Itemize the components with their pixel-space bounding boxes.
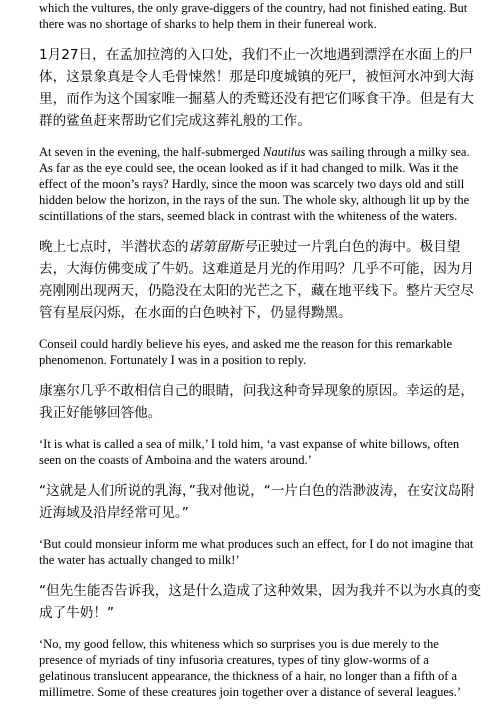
text-run: which the vultures, the only grave-diggers of the country, had not finished eating. But there was no shortage of sharks to help them in their funereal work. [39,1,468,31]
document-page [39,0,483,700]
paragraph-zh-bengal-bay [39,44,483,132]
paragraph-en-vultures [39,0,483,32]
text-run: 正驶过一片乳白色的海中。极目望去，大海仿佛变成了牛奶。这难道是月光的作用吗？几乎不可能，因为月亮刚刚出现两天，仍隐没在太阳的光芒之下，藏在地平线下。整片天空尽管有星辰闪烁，在水面的白色映衬下，仍显得黝黑。 [39,239,474,321]
text-run: ‘But could monsieur inform me what produces such an effect, for I do not imagine that the water has actually changed to milk!’ [39,537,474,567]
text-run: Conseil could hardly believe his eyes, and asked me the reason for this remarkable phenomenon. Fortunately I was in a position to reply. [39,337,453,367]
paragraph-zh-milky-sea [39,236,483,324]
text-run: ‘It is what is called a sea of milk,’ I told him, ‘a vast expanse of white billows, often seen on the coasts of Amboina and the waters around.’ [39,437,460,467]
text-run: ‘No, my good fellow, this whiteness which so surprises you is due merely to the presence of myriads of tiny infusoria creatures, types of tiny glow-worms of a gelatinous translucent appearance, the thickness of a hair, no longer than a fifth of a millimetre. Some of these creatures join together over a distance of several leagues.’ [39,637,462,699]
paragraph-en-monsieur-question [39,536,483,568]
paragraph-en-infusoria [39,636,483,700]
paragraph-zh-monsieur-question [39,580,483,624]
paragraph-en-conseil [39,336,483,368]
paragraph-zh-sea-of-milk [39,480,483,524]
ship-name-italic: Nautilus [263,145,306,159]
text-run: was sailing through a milky sea. As far as the eye could see, the ocean looked as if it had changed to milk. Was it the effect of the moon’s rays? Hardly, since the moon was scarcely two days old and still hidden below the horizon, in the rays of the sun. The whole sky, although lit up by the scintillations of the stars, seemed black in contrast with the whiteness of the waters. [39,145,470,223]
text-run: 1月27日，在孟加拉湾的入口处，我们不止一次地遇到漂浮在水面上的尸体，这景象真是令人毛骨悚然！那是印度城镇的死尸，被恒河水冲到大海里，而作为这个国家唯一掘墓人的秃鹫还没有把它们啄食干净。但是有大群的鲨鱼赶来帮助它们完成这葬礼般的工作。 [39,47,474,129]
paragraph-en-milky-sea [39,144,483,224]
text-run: At seven in the evening, the half-submerged [39,145,264,159]
text-run: 康塞尔几乎不敢相信自己的眼睛，问我这种奇异现象的原因。幸运的是，我正好能够回答他。 [39,383,474,421]
paragraph-zh-conseil [39,380,483,424]
text-run: “这就是人们所说的乳海，”我对他说，“一片白色的浩渺波涛，在安汶岛附近海域及沿岸经常可见。” [39,483,475,521]
ship-name-italic: 诺第留斯号 [188,239,257,255]
text-run: “但先生能否告诉我，这是什么造成了这种效果，因为我并不以为水真的变成了牛奶！” [39,583,482,621]
paragraph-en-sea-of-milk [39,436,483,468]
text-run: 晚上七点时，半潜状态的 [39,239,189,255]
